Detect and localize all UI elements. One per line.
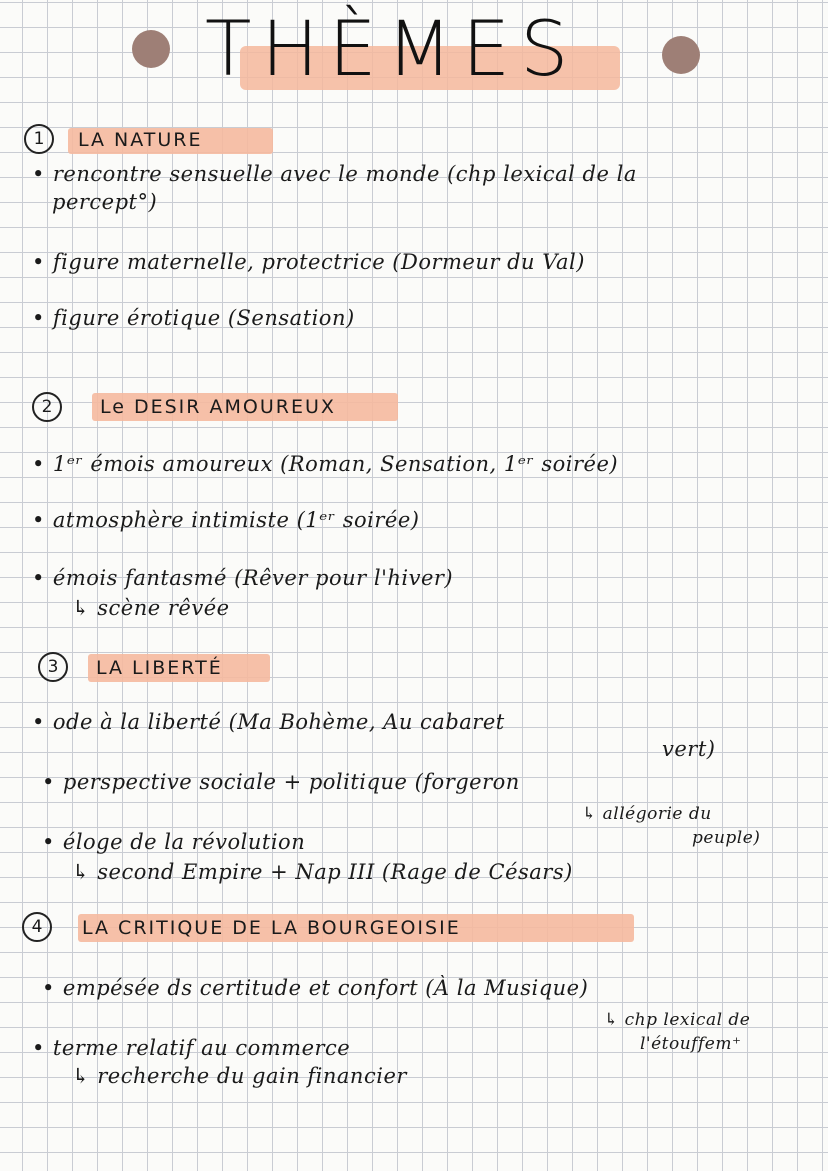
section-3-line-4: ↳ allégorie du [582,804,712,824]
section-1-line-2: percept°) [52,190,158,214]
section-number-3: 3 [38,652,68,682]
section-2-line-1: • 1ᵉʳ émois amoureux (Roman, Sensation, 1ᵉʳ soirée) [32,452,618,476]
section-4-line-2: ↳ chp lexical de [604,1010,751,1030]
section-4-line-1: • empésée ds certitude et confort (À la Musique) [42,976,588,1000]
section-heading-3: LA LIBERTÉ [96,657,223,679]
section-1-line-3: • figure maternelle, protectrice (Dormeur du Val) [32,250,585,274]
section-1-line-1: • rencontre sensuelle avec le monde (chp lexical de la [32,162,637,186]
section-2-line-3: • émois fantasmé (Rêver pour l'hiver) [32,566,453,590]
section-heading-1: LA NATURE [78,129,203,151]
section-2-line-4: ↳ scène rêvée [72,596,230,620]
left-dot-decoration [132,30,170,68]
section-number-1: 1 [24,124,54,154]
section-4-line-3: l'étouffem⁺ [640,1034,742,1054]
section-3-line-1: • ode à la liberté (Ma Bohème, Au cabaret [32,710,505,734]
page-title: THÈMES [205,4,579,93]
section-number-4: 4 [22,912,52,942]
section-heading-4: LA CRITIQUE DE LA BOURGEOISIE [82,917,461,939]
section-3-line-7: ↳ second Empire + Nap III (Rage de Césars) [72,860,573,884]
section-3-line-6: • éloge de la révolution [42,830,305,854]
section-heading-2: Le DESIR AMOUREUX [100,396,336,418]
section-3-line-5: peuple) [692,828,761,848]
section-3-line-2: vert) [662,737,716,761]
section-2-line-2: • atmosphère intimiste (1ᵉʳ soirée) [32,508,419,532]
section-4-line-4: • terme relatif au commerce [32,1036,350,1060]
section-number-2: 2 [32,392,62,422]
section-4-line-5: ↳ recherche du gain financier [72,1064,407,1088]
right-dot-decoration [662,36,700,74]
section-1-line-4: • figure érotique (Sensation) [32,306,355,330]
section-3-line-3: • perspective sociale + politique (forgeron [42,770,520,794]
